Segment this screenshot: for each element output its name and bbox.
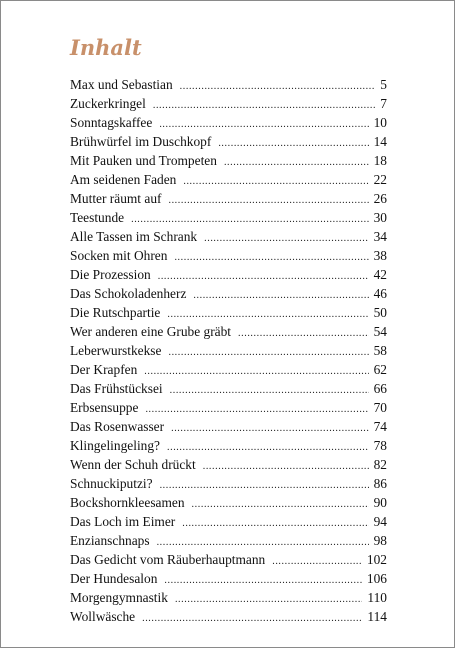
toc-entry-title: Das Gedicht vom Räuberhauptmann [70, 552, 266, 567]
toc-entry [70, 94, 387, 113]
toc-entry [70, 113, 387, 132]
toc-entry [70, 265, 387, 284]
toc-entry-page-number: 90 [373, 495, 387, 510]
toc-entry-title: Die Prozession [70, 267, 151, 282]
toc-leader-dots [153, 94, 375, 115]
toc-entry [70, 322, 387, 341]
toc-entry [70, 417, 387, 436]
toc-entry-title: Schnuckiputzi? [70, 476, 153, 491]
toc-entry-title: Der Hundesalon [70, 571, 158, 586]
toc-entry-title: Wollwäsche [70, 609, 136, 624]
toc-entry [70, 474, 387, 493]
toc-entry-title: Sonntagskaffee [70, 115, 153, 130]
toc-entry [70, 512, 387, 531]
toc-entry-title: Das Loch im Eimer [70, 514, 176, 529]
toc-entry-title: Max und Sebastian [70, 77, 173, 92]
toc-leader-dots [157, 531, 369, 552]
toc-entry-page-number: 10 [373, 115, 387, 130]
toc-entry-page-number: 106 [366, 571, 387, 586]
toc-entry-page-number: 62 [373, 362, 387, 377]
toc-leader-dots [192, 493, 369, 514]
toc-leader-dots [170, 379, 369, 400]
toc-leader-dots [218, 132, 368, 153]
toc-entry-page-number: 70 [373, 400, 387, 415]
toc-leader-dots [168, 341, 368, 362]
toc-leader-dots [142, 607, 362, 628]
toc-entry-page-number: 5 [380, 77, 387, 92]
toc-entry-page-number: 98 [373, 533, 387, 548]
toc-entry [70, 132, 387, 151]
toc-entry [70, 284, 387, 303]
toc-entry [70, 607, 387, 626]
toc-entry-page-number: 78 [373, 438, 387, 453]
toc-entry-page-number: 86 [373, 476, 387, 491]
toc-leader-dots [204, 227, 368, 248]
toc-leader-dots [224, 151, 369, 172]
toc-leader-dots [183, 170, 368, 191]
toc-entry [70, 436, 387, 455]
toc-entry-title: Wer anderen eine Grube gräbt [70, 324, 232, 339]
toc-leader-dots [171, 417, 369, 438]
toc-leader-dots [159, 113, 368, 134]
toc-entry-title: Morgengymnastik [70, 590, 168, 605]
table-of-contents [70, 75, 387, 626]
toc-leader-dots [168, 189, 368, 210]
toc-leader-dots [174, 246, 368, 267]
toc-entry [70, 151, 387, 170]
toc-entry [70, 550, 387, 569]
toc-entry-page-number: 82 [373, 457, 387, 472]
toc-entry-title: Leberwurstkekse [70, 343, 162, 358]
toc-leader-dots [158, 265, 369, 286]
toc-leader-dots [131, 208, 369, 229]
toc-entry-title: Alle Tassen im Schrank [70, 229, 198, 244]
toc-entry [70, 189, 387, 208]
toc-entry-title: Erbsensuppe [70, 400, 139, 415]
toc-entry [70, 208, 387, 227]
toc-entry-page-number: 22 [373, 172, 387, 187]
toc-entry-title: Am seidenen Faden [70, 172, 177, 187]
toc-entry [70, 360, 387, 379]
toc-entry-title: Teestunde [70, 210, 125, 225]
toc-entry [70, 531, 387, 550]
toc-entry [70, 588, 387, 607]
toc-entry-page-number: 110 [367, 590, 387, 605]
toc-entry-title: Das Rosenwasser [70, 419, 165, 434]
toc-entry [70, 75, 387, 94]
toc-entry-title: Enzianschnaps [70, 533, 150, 548]
toc-leader-dots [167, 436, 369, 457]
toc-entry [70, 341, 387, 360]
toc-entry-page-number: 50 [373, 305, 387, 320]
toc-leader-dots [272, 550, 362, 571]
page-title: Inhalt [70, 35, 142, 60]
toc-entry [70, 246, 387, 265]
toc-entry-page-number: 30 [373, 210, 387, 225]
toc-entry [70, 379, 387, 398]
toc-entry-title: Zuckerkringel [70, 96, 146, 111]
toc-entry-title: Bockshornkleesamen [70, 495, 185, 510]
toc-entry-page-number: 26 [373, 191, 387, 206]
toc-entry-page-number: 102 [366, 552, 387, 567]
toc-entry-title: Wenn der Schuh drückt [70, 457, 196, 472]
toc-entry-page-number: 7 [380, 96, 387, 111]
toc-leader-dots [238, 322, 369, 343]
toc-entry-title: Socken mit Ohren [70, 248, 168, 263]
toc-leader-dots [160, 474, 369, 495]
toc-leader-dots [182, 512, 368, 533]
toc-entry [70, 493, 387, 512]
toc-entry [70, 455, 387, 474]
toc-leader-dots [203, 455, 369, 476]
toc-leader-dots [145, 398, 368, 419]
toc-entry-page-number: 54 [373, 324, 387, 339]
toc-entry-page-number: 46 [373, 286, 387, 301]
toc-entry [70, 227, 387, 246]
toc-entry-title: Mit Pauken und Trompeten [70, 153, 217, 168]
toc-entry-page-number: 38 [373, 248, 387, 263]
toc-entry-title: Der Krapfen [70, 362, 138, 377]
toc-leader-dots [180, 75, 376, 96]
toc-entry [70, 398, 387, 417]
toc-entry-title: Klingelingeling? [70, 438, 160, 453]
toc-entry-title: Das Frühstücksei [70, 381, 163, 396]
toc-entry-title: Das Schokoladenherz [70, 286, 187, 301]
toc-leader-dots [144, 360, 368, 381]
toc-entry-title: Die Rutschpartie [70, 305, 161, 320]
toc-entry-page-number: 94 [373, 514, 387, 529]
toc-entry-title: Mutter räumt auf [70, 191, 162, 206]
toc-leader-dots [164, 569, 362, 590]
toc-entry-page-number: 14 [373, 134, 387, 149]
toc-leader-dots [193, 284, 368, 305]
toc-entry-page-number: 114 [367, 609, 387, 624]
toc-entry-title: Brühwürfel im Duschkopf [70, 134, 212, 149]
toc-entry [70, 170, 387, 189]
toc-entry-page-number: 58 [373, 343, 387, 358]
toc-entry-page-number: 18 [373, 153, 387, 168]
toc-entry [70, 303, 387, 322]
toc-entry-page-number: 34 [373, 229, 387, 244]
toc-entry-page-number: 74 [373, 419, 387, 434]
toc-entry [70, 569, 387, 588]
toc-leader-dots [167, 303, 368, 324]
toc-entry-page-number: 42 [373, 267, 387, 282]
toc-entry-page-number: 66 [373, 381, 387, 396]
toc-leader-dots [175, 588, 362, 609]
